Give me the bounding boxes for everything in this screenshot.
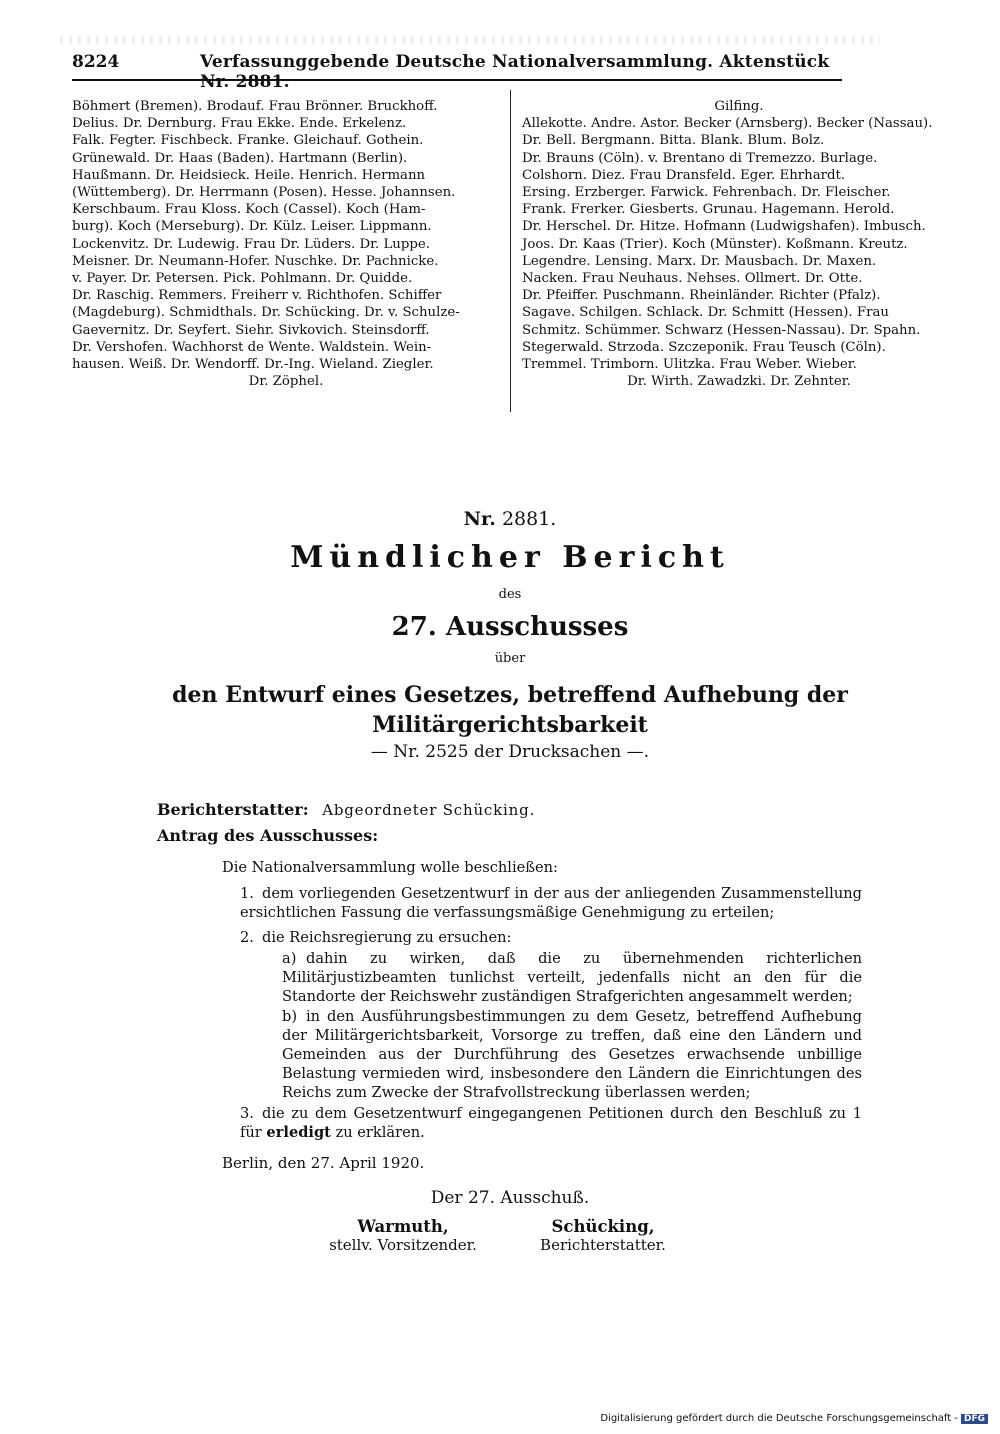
signature-rapporteur — [528, 1217, 678, 1254]
running-header — [72, 52, 842, 92]
member-line: burg). Koch (Merseburg). Dr. Külz. Leiser. Lippmann. — [72, 219, 432, 235]
item-number: 2. — [240, 929, 254, 946]
member-line: Schmitz. Schümmer. Schwarz (Hessen-Nassau). Dr. Spahn. — [522, 322, 921, 338]
date-line: Berlin, den 27. April 1920. — [222, 1154, 425, 1172]
signer-role: stellv. Vorsitzender. — [329, 1236, 477, 1254]
member-line: Dr. Herschel. Dr. Hitze. Hofmann (Ludwigshafen). Imbusch. — [522, 219, 926, 235]
sub-item-letter: b) — [282, 1008, 298, 1025]
number-prefix: Nr. — [463, 508, 496, 530]
right-column — [522, 98, 956, 390]
motion-item-2a — [282, 949, 862, 1006]
member-line-last: Dr. Wirth. Zawadzki. Dr. Zehnter. — [627, 374, 851, 390]
member-line: Frank. Frerker. Giesberts. Grunau. Hagemann. Herold. — [522, 202, 895, 218]
member-line: Kerschbaum. Frau Kloss. Koch (Cassel). Koch (Ham- — [72, 202, 426, 218]
item-text: dem vorliegenden Gesetzentwurf in der aus der anliegenden Zusammenstellung ersichtlichen Fassung die verfassungsmäßige Genehmigung zu erteilen; — [240, 885, 862, 921]
sub-item-text: dahin zu wirken, daß die zu übernehmenden richterlichen Militärjustizbeamten tunlichst verteilt, jedenfalls nicht an den für die Standorte der Reichswehr zuständigen Strafgerichten angesammelt werden; — [282, 950, 862, 1005]
member-line: Meisner. Dr. Neumann-Hofer. Nuschke. Dr. Pachnicke. — [72, 253, 439, 269]
member-line: Dr. Raschig. Remmers. Freiherr v. Richthofen. Schiffer — [72, 288, 442, 304]
motion-intro: Die Nationalversammlung wolle beschließen: — [222, 859, 558, 876]
member-line: Dr. Bell. Bergmann. Bitta. Blank. Blum. Bolz. — [522, 133, 825, 149]
member-line: Haußmann. Dr. Heidsieck. Heile. Henrich. Hermann — [72, 167, 426, 183]
item-number: 3. — [240, 1105, 254, 1122]
signer-role: Berichterstatter. — [540, 1236, 666, 1254]
item-text-pre: die zu dem Gesetzentwurf eingegangenen Petitionen durch den Beschluß zu 1 für — [240, 1105, 862, 1141]
number-value: 2881. — [501, 508, 557, 530]
digitization-footer — [600, 1413, 988, 1424]
member-line: Dr. Pfeiffer. Puschmann. Rheinländer. Richter (Pfalz). — [522, 288, 881, 304]
member-line: Sagave. Schilgen. Schlack. Dr. Schmitt (Hessen). Frau — [522, 305, 889, 321]
header-title: Verfassunggebende Deutsche Nationalversammlung. Aktenstück Nr. 2881. — [200, 52, 830, 92]
signer-name: Warmuth, — [357, 1217, 449, 1236]
member-line: hausen. Weiß. Dr. Wendorff. Dr.-Ing. Wieland. Ziegler. — [72, 357, 434, 373]
rapporteur-label: Berichterstatter: — [157, 800, 309, 819]
party-heading: Gilfing. — [714, 99, 764, 114]
member-line: (Magdeburg). Schmidthals. Dr. Schücking. Dr. v. Schulze- — [72, 305, 460, 321]
member-line: Lockenvitz. Dr. Ludewig. Frau Dr. Lüders. Dr. Luppe. — [72, 236, 430, 252]
signer-name: Schücking, — [551, 1217, 655, 1236]
member-line: v. Payer. Dr. Petersen. Pick. Pohlmann. Dr. Quidde. — [72, 271, 413, 287]
footer-text: Digitalisierung gefördert durch die Deutsche Forschungsgemeinschaft - — [600, 1413, 958, 1424]
member-line: Tremmel. Trimborn. Ulitzka. Frau Weber. Wieber. — [522, 357, 857, 373]
document-number — [120, 508, 900, 530]
member-line: Stegerwald. Strzoda. Szczeponik. Frau Teusch (Cöln). — [522, 339, 886, 355]
page-number: 8224 — [72, 52, 120, 72]
motion-item-1 — [240, 884, 862, 922]
member-line: Dr. Brauns (Cöln). v. Brentano di Tremezzo. Burlage. — [522, 150, 878, 166]
sub-item-letter: a) — [282, 950, 297, 967]
rapporteur-line — [157, 800, 535, 819]
header-rule — [72, 79, 842, 81]
member-line: Grünewald. Dr. Haas (Baden). Hartmann (Berlin). — [72, 150, 408, 166]
scan-artifact — [60, 36, 880, 44]
report-title: Mündlicher Bericht — [290, 540, 730, 575]
report-subject: den Entwurf eines Gesetzes, betreffend Aufhebung der Militärgerichtsbarkeit — [172, 682, 848, 738]
member-line: Gaevernitz. Dr. Seyfert. Siehr. Sivkovich. Steinsdorff. — [72, 322, 430, 338]
motion-item-2b — [282, 1007, 862, 1102]
member-line: Böhmert (Bremen). Brodauf. Frau Brönner. Bruckhoff. — [72, 99, 438, 114]
item-text: die Reichsregierung zu ersuchen: — [262, 929, 512, 946]
member-line: Falk. Fegter. Fischbeck. Franke. Gleichauf. Gothein. — [72, 133, 424, 149]
member-line: (Wüttemberg). Dr. Herrmann (Posen). Hesse. Johannsen. — [72, 185, 456, 201]
member-line: Colshorn. Diez. Frau Dransfeld. Eger. Ehrhardt. — [522, 167, 846, 183]
dfg-logo: DFG — [961, 1414, 988, 1424]
member-line: Allekotte. Andre. Astor. Becker (Arnsberg). Becker (Nassau). — [522, 116, 933, 132]
ueber-word: über — [494, 651, 526, 666]
drucksachen-ref: — Nr. 2525 der Drucksachen —. — [370, 742, 650, 762]
motion-item-3 — [240, 1104, 862, 1142]
left-column — [72, 98, 500, 390]
member-line-last: Dr. Zöphel. — [248, 374, 324, 390]
member-line: Joos. Dr. Kaas (Trier). Koch (Münster). Koßmann. Kreutz. — [522, 236, 908, 252]
column-divider — [510, 90, 511, 412]
rapporteur-value: Abgeordneter Schücking. — [322, 801, 536, 819]
des-word: des — [498, 587, 522, 602]
member-line: Ersing. Erzberger. Farwick. Fehrenbach. Dr. Fleischer. — [522, 185, 891, 201]
signature-chair — [318, 1217, 488, 1254]
committee-title: 27. Ausschusses — [391, 612, 629, 642]
member-line: Delius. Dr. Dernburg. Frau Ekke. Ende. Erkelenz. — [72, 116, 407, 132]
motion-item-2 — [240, 928, 862, 947]
item-text-bold: erledigt — [266, 1124, 331, 1141]
item-text-post: zu erklären. — [335, 1124, 425, 1141]
member-line: Legendre. Lensing. Marx. Dr. Mausbach. Dr. Maxen. — [522, 253, 877, 269]
motion-label: Antrag des Ausschusses: — [157, 826, 379, 845]
committee-signature-line: Der 27. Ausschuß. — [430, 1188, 590, 1208]
member-line: Dr. Vershofen. Wachhorst de Wente. Waldstein. Wein- — [72, 339, 432, 355]
sub-item-text: in den Ausführungsbestimmungen zu dem Gesetz, betreffend Aufhebung der Militärgerichtsbarkeit, Vorsorge zu treffen, daß eine den Ländern und Gemeinden aus der Durchführung des Gesetzes erwachsende unbillige Belastung vermieden wird, insbesondere den Ländern die Einrichtungen des Reichs zum Zwecke der Strafvollstreckung überlassen werden; — [282, 1008, 862, 1101]
member-lists — [72, 84, 956, 414]
member-line: Nacken. Frau Neuhaus. Nehses. Ollmert. Dr. Otte. — [522, 271, 863, 287]
item-number: 1. — [240, 885, 254, 902]
